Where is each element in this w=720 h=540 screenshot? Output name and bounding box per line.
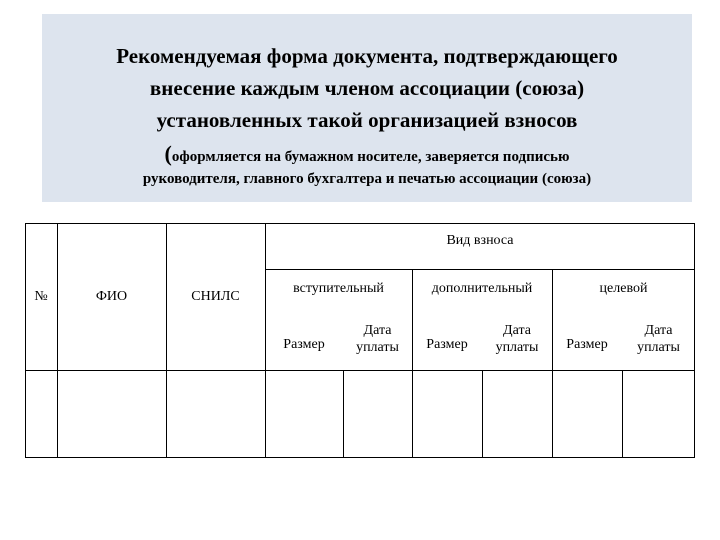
title-line-3: установленных такой организацией взносов [156,108,578,132]
header-payment-date: Дата уплаты [495,323,539,355]
document-header [42,14,692,202]
table-row-cell[interactable] [622,370,694,457]
header-size: Размер [426,336,468,352]
table-row-cell[interactable] [265,370,343,457]
table-row-cell[interactable] [412,370,482,457]
header-snils: СНИЛС [191,289,240,304]
header-type-target: целевой [599,281,648,296]
header-type-additional: дополнительный [431,281,533,296]
title-line-1: Рекомендуемая форма документа, подтверждающего [116,44,618,68]
header-contribution-type: Вид взноса [446,232,514,248]
table-row-cell[interactable] [552,370,622,457]
header-size: Размер [566,336,608,352]
contribution-table [25,223,695,458]
header-payment-date: Дата уплаты [356,323,399,355]
subtitle-line-1 [42,141,692,167]
subtitle-line-2: руководителя, главного бухгалтера и печатью ассоциации (союза) [142,171,592,187]
table-row-cell[interactable] [166,370,265,457]
header-type-entry: вступительный [293,281,384,296]
header-payment-date: Дата уплаты [637,323,680,355]
title-line-2: внесение каждым членом ассоциации (союза) [149,76,585,100]
header-size: Размер [283,336,325,352]
table-row-cell[interactable] [343,370,412,457]
subtitle-paren: ( [164,141,172,166]
header-fio: ФИО [95,289,128,304]
table-row-cell[interactable] [482,370,552,457]
table-row-cell[interactable] [25,370,57,457]
table-row-cell[interactable] [57,370,166,457]
header-number: № [34,289,48,304]
subtitle-line-1-text: оформляется на бумажном носителе, заверяется подписью [171,149,570,165]
table-border-bottom [25,457,695,458]
